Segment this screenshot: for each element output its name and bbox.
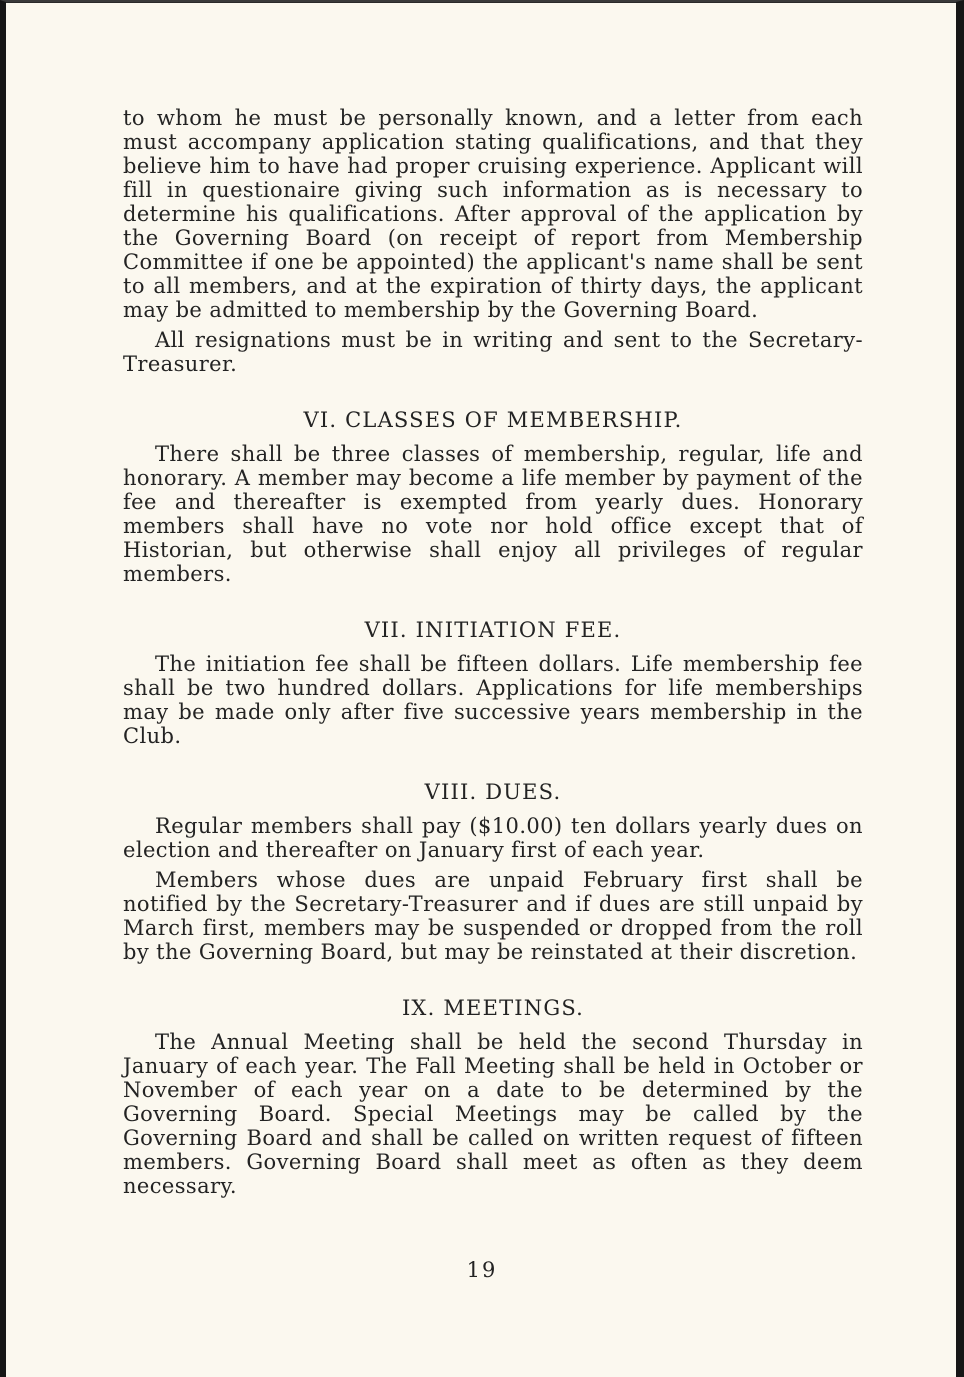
paragraph-resignations: All resignations must be in writing and sent to the Secretary-Treasurer. xyxy=(123,328,863,376)
heading-meetings: IX. MEETINGS. xyxy=(401,996,585,1020)
paragraph-application: to whom he must be personally known, and a letter from each must accompany application stating qualifications, and that they believe him to have had proper cruising experience. Applicant will fill in questionaire giving such information as is necessary to determine his qualifications. After approval of the application by the Governing Board (on receipt of report from Membership Committee if one be appointed) the applicant's name shall be sent to all members, and at the expiration of thirty days, the applicant may be admitted to membership by the Governing Board. xyxy=(123,106,863,322)
heading-classes-of-membership: VI. CLASSES OF MEMBERSHIP. xyxy=(303,408,683,432)
paragraph-dues-unpaid: Members whose dues are unpaid February first shall be notified by the Secretary-Treasurer and if dues are still unpaid by March first, members may be suspended or dropped from the roll by the Governing Board, but may be reinstated at their discretion. xyxy=(123,868,863,964)
page-number: 19 xyxy=(466,1258,498,1282)
paragraph-meetings: The Annual Meeting shall be held the second Thursday in January of each year. The Fall Meeting shall be held in October or November of each year on a date to be determined by the Governing Board. Special Meetings may be called by the Governing Board and shall be called on written request of fifteen members. Governing Board shall meet as often as they deem necessary. xyxy=(123,1030,863,1198)
paragraph-dues-regular: Regular members shall pay ($10.00) ten dollars yearly dues on election and thereafter on January first of each year. xyxy=(123,814,863,862)
paragraph-classes-of-membership: There shall be three classes of membership, regular, life and honorary. A member may become a life member by payment of the fee and thereafter is exempted from yearly dues. Honorary members shall have no vote nor hold office except that of Historian, but otherwise shall enjoy all privileges of regular members. xyxy=(123,442,863,586)
heading-dues: VIII. DUES. xyxy=(424,780,562,804)
heading-initiation-fee: VII. INITIATION FEE. xyxy=(364,618,622,642)
paragraph-initiation-fee: The initiation fee shall be fifteen dollars. Life membership fee shall be two hundred dollars. Applications for life memberships may be made only after five successive years membership in the Club. xyxy=(123,652,863,748)
page-body xyxy=(123,106,863,1198)
